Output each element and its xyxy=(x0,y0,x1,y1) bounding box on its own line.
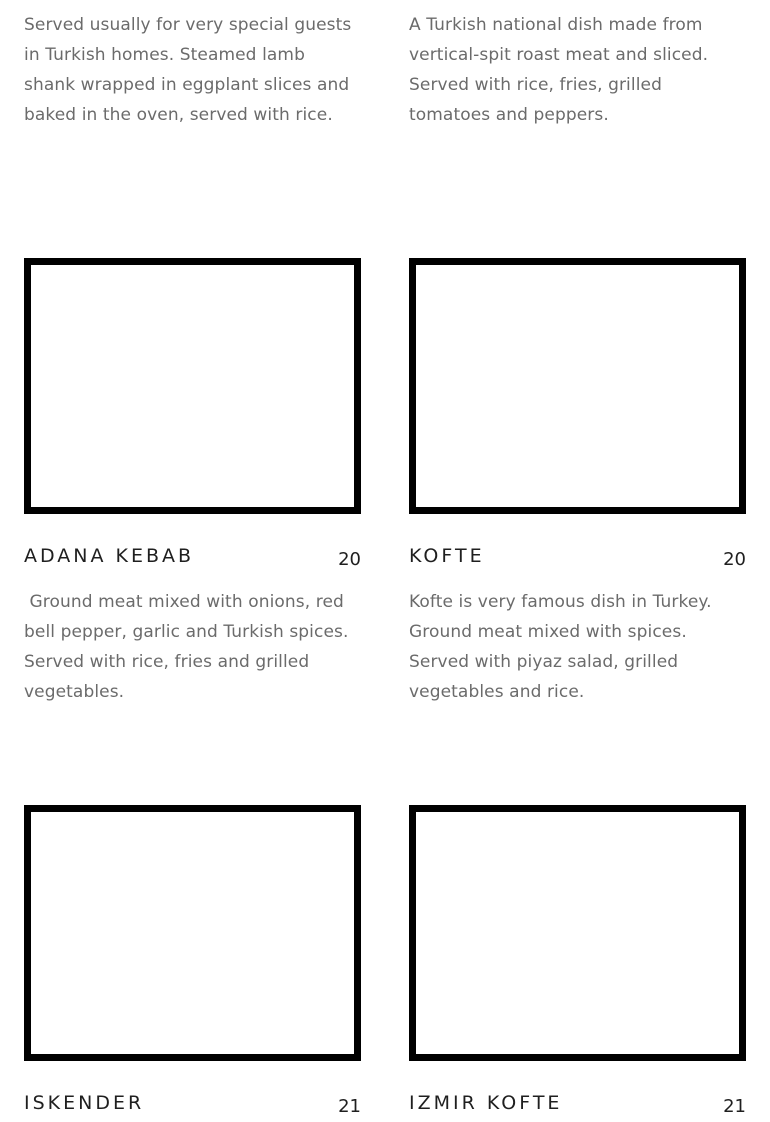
item-price: 20 xyxy=(338,549,361,570)
item-name: ISKENDER xyxy=(24,1092,145,1114)
item-header-kofte xyxy=(409,545,746,575)
item-description: A Turkish national dish made from vertical-spit roast meat and sliced. Served with rice, fries, grilled tomatoes and peppers. xyxy=(409,15,709,125)
item-header-izmir-kofte xyxy=(409,1092,746,1122)
item-description: Kofte is very famous dish in Turkey. Ground meat mixed with spices. Served with piyaz salad, grilled vegetables and rice. xyxy=(409,592,712,702)
item-name: KOFTE xyxy=(409,545,485,567)
menu-item-top-left xyxy=(24,10,361,130)
menu-item-top-right xyxy=(409,10,746,130)
item-price: 21 xyxy=(338,1096,361,1117)
izmir-kofte-image[interactable] xyxy=(409,805,746,1061)
item-price: 21 xyxy=(723,1096,746,1117)
item-description: Served usually for very special guests in Turkish homes. Steamed lamb shank wrapped in eggplant slices and baked in the oven, served with rice. xyxy=(24,15,352,125)
item-header-iskender xyxy=(24,1092,361,1122)
kofte-image[interactable] xyxy=(409,258,746,514)
item-name: IZMIR KOFTE xyxy=(409,1092,563,1114)
menu-item-kofte-description xyxy=(409,587,746,707)
menu-item-adana-kebab-description xyxy=(24,587,361,707)
item-price: 20 xyxy=(723,549,746,570)
item-name: ADANA KEBAB xyxy=(24,545,195,567)
item-description: Ground meat mixed with onions, red bell pepper, garlic and Turkish spices. Served with rice, fries and grilled vegetables. xyxy=(24,592,354,702)
adana-kebab-image[interactable] xyxy=(24,258,361,514)
item-header-adana-kebab xyxy=(24,545,361,575)
iskender-image[interactable] xyxy=(24,805,361,1061)
